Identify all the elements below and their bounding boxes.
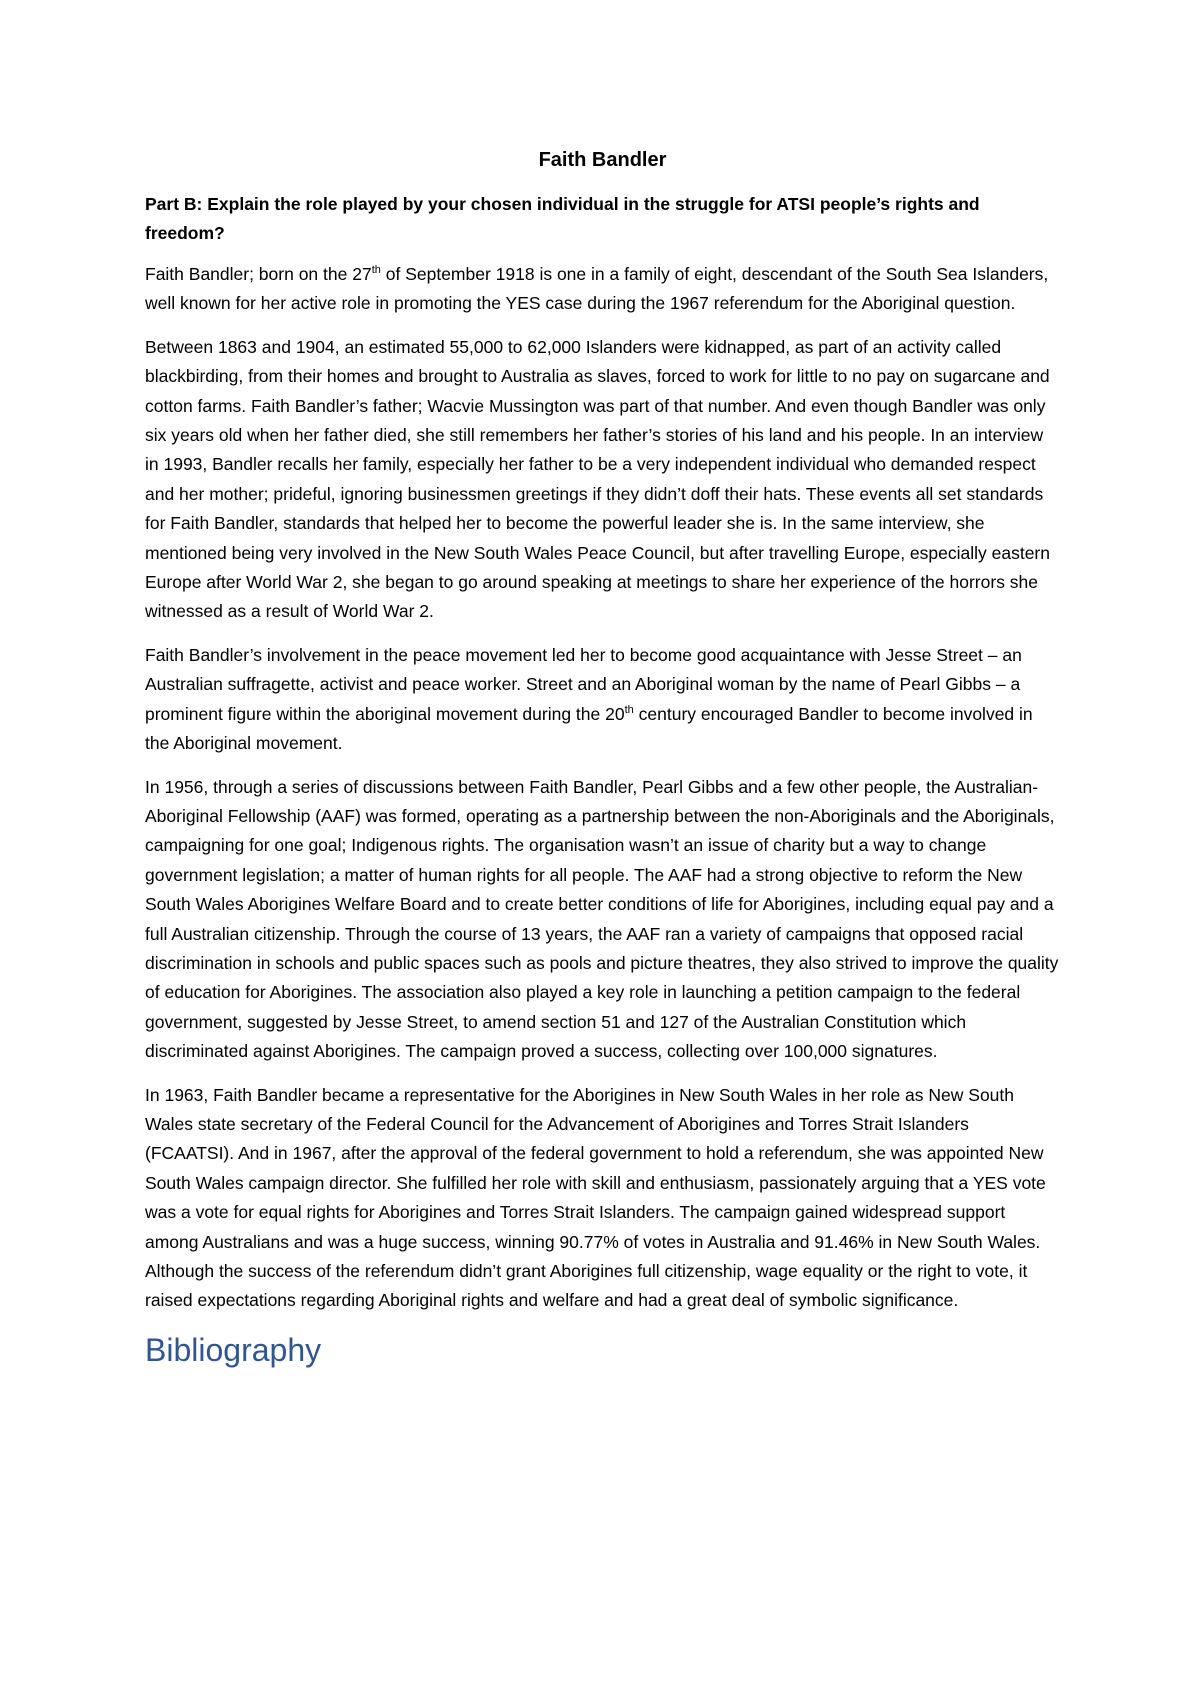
document-body [145, 146, 1060, 1370]
paragraph-peace-movement [145, 641, 1060, 759]
paragraph-text: century encouraged Bandler to become involved in the Aboriginal movement. [145, 703, 1033, 754]
paragraph-text: Between 1863 and 1904, an estimated 55,000 to 62,000 Islanders were kidnapped, as part of an activity called blackbirding, from their homes and brought to Australia as slaves, forced to work for little to no pay on sugarcane and cotton farms. Faith Bandler’s father; Wacvie Mussington was part of that number. And even though Bandler was only six years old when her father died, she still remembers her father’s stories of his land and his people. In an interview in 1993, Bandler recalls her family, especially her father to be a very independent individual who demanded respect and her mother; prideful, ignoring businessmen greetings if they didn’t doff their hats. These events all set standards for Faith Bandler, standards that helped her to become the powerful leader she is. In the same interview, she mentioned being very involved in the New South Wales Peace Council, but after travelling Europe, especially eastern Europe after World War 2, she began to go around speaking at meetings to share her experience of the horrors she witnessed as a result of World War 2. [145, 336, 1050, 622]
ordinal-superscript: th [624, 703, 634, 716]
paragraph-text: of September 1918 is one in a family of eight, descendant of the South Sea Islanders, well known for her active role in promoting the YES case during the 1967 referendum for the Aboriginal question. [145, 264, 1049, 314]
paragraph-aaf [145, 773, 1060, 1067]
paragraph-referendum [145, 1081, 1060, 1316]
paragraph-text: Faith Bandler’s involvement in the peace movement led her to become good acquaintance with Jesse Street – an Australian suffragette, activist and peace worker. Street and an Aboriginal woman by the name of Pearl Gibbs – a prominent figure within the aboriginal movement during the 20 [145, 644, 1022, 724]
paragraph-intro [145, 260, 1060, 319]
paragraph-text: In 1963, Faith Bandler became a representative for the Aborigines in New South Wales in her role as New South Wales state secretary of the Federal Council for the Advancement of Aborigines and Torres Strait Islanders (FCAATSI). And in 1967, after the approval of the federal government to hold a referendum, she was appointed New South Wales campaign director. She fulfilled her role with skill and enthusiasm, passionately arguing that a YES vote was a vote for equal rights for Aborigines and Torres Strait Islanders. The campaign gained widespread support among Australians and was a huge success, winning 90.77% of votes in Australia and 91.46% in New South Wales. Although the success of the referendum didn’t grant Aborigines full citizenship, wage equality or the right to vote, it raised expectations regarding Aboriginal rights and welfare and had a great deal of symbolic significance. [145, 1084, 1046, 1311]
ordinal-superscript: th [371, 264, 381, 277]
paragraph-blackbirding [145, 333, 1060, 627]
question-heading: Part B: Explain the role played by your chosen individual in the struggle for ATSI people’s rights and freedom? [145, 194, 980, 243]
bibliography-heading: Bibliography [145, 1331, 322, 1368]
paragraph-text: Faith Bandler; born on the 27 [145, 264, 372, 284]
paragraph-text: In 1956, through a series of discussions between Faith Bandler, Pearl Gibbs and a few other people, the Australian-Aboriginal Fellowship (AAF) was formed, operating as a partnership between the non-Aboriginals and the Aboriginals, campaigning for one goal; Indigenous rights. The organisation wasn’t an issue of charity but a way to change government legislation; a matter of human rights for all people. The AAF had a strong objective to reform the New South Wales Aborigines Welfare Board and to create better conditions of life for Aborigines, including equal pay and a full Australian citizenship. Through the course of 13 years, the AAF ran a variety of campaigns that opposed racial discrimination in schools and public spaces such as pools and picture theatres, they also strived to improve the quality of education for Aborigines. The association also played a key role in launching a petition campaign to the federal government, suggested by Jesse Street, to amend section 51 and 127 of the Australian Constitution which discriminated against Aborigines. The campaign proved a success, collecting over 100,000 signatures. [145, 776, 1059, 1062]
document-title: Faith Bandler [538, 149, 667, 171]
